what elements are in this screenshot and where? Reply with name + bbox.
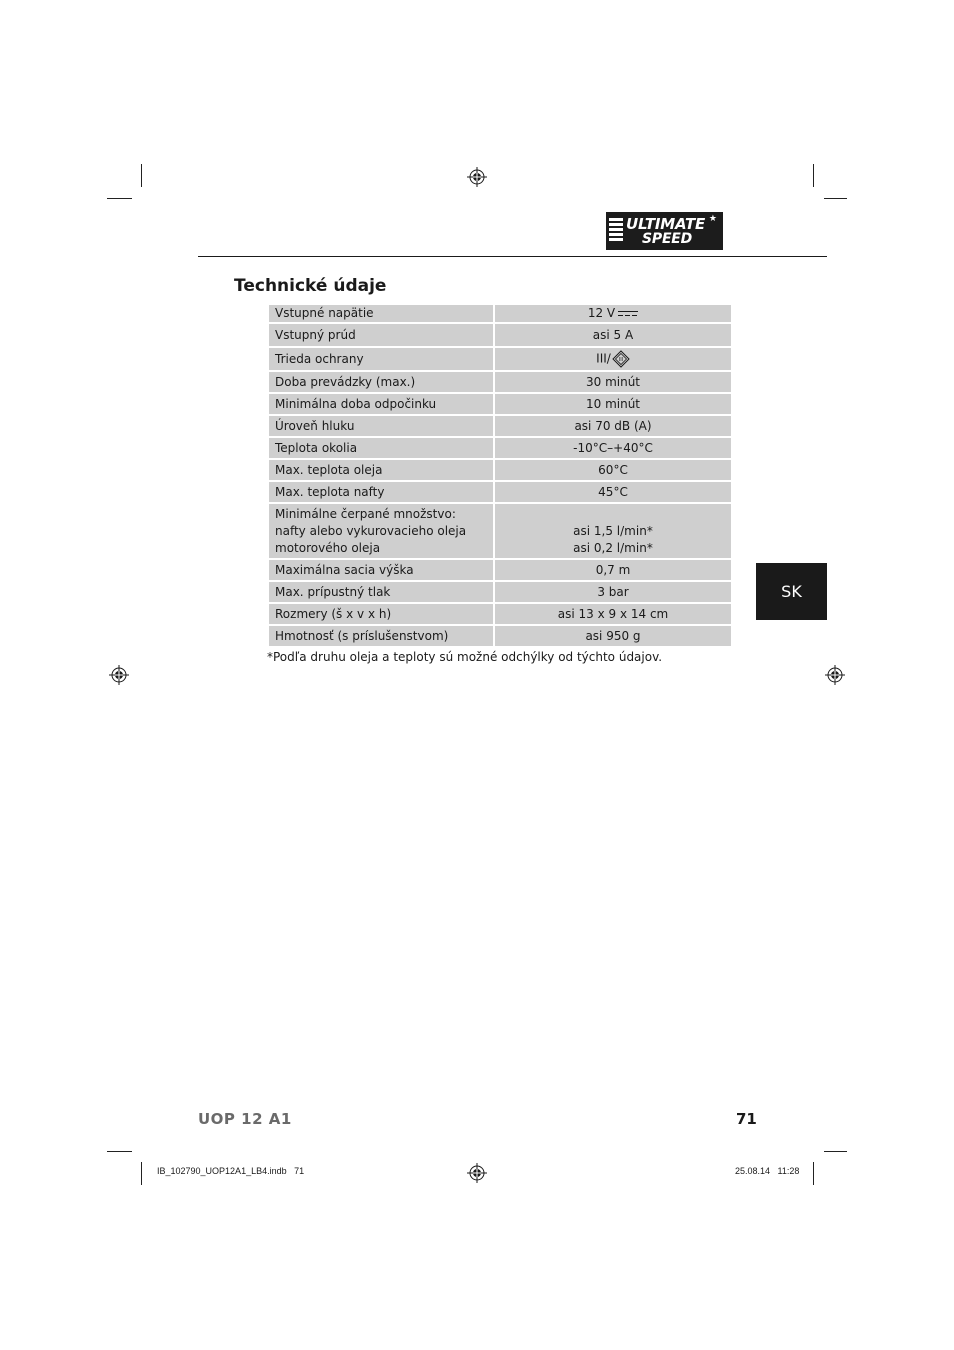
- spec-value-text: III/: [596, 351, 611, 366]
- spec-label: Teplota okolia: [268, 437, 494, 459]
- spec-label: Maximálna sacia výška: [268, 559, 494, 581]
- logo-line1: ULTIMATE: [626, 215, 706, 233]
- crop-mark-bottom-left-vertical: [141, 1162, 142, 1185]
- spec-row: [268, 559, 732, 581]
- model-name: UOP 12 A1: [198, 1110, 292, 1128]
- page-number: 71: [736, 1110, 757, 1128]
- spec-value: [494, 625, 732, 647]
- spec-row: [268, 393, 732, 415]
- registration-mark-icon: [467, 1163, 487, 1183]
- crop-mark-top-right-vertical: [813, 164, 814, 187]
- spec-label: Rozmery (š x v x h): [268, 603, 494, 625]
- footnote: *Podľa druhu oleja a teploty sú možné odchýlky od týchto údajov.: [267, 650, 663, 664]
- spec-value-text: 12 V: [587, 306, 616, 320]
- spec-value: [494, 347, 732, 371]
- header-rule: [198, 256, 827, 257]
- language-tab: SK: [756, 563, 827, 620]
- spec-value: [494, 415, 732, 437]
- crop-mark-bottom-right-vertical: [813, 1162, 814, 1185]
- spec-value-text: asi 950 g: [585, 628, 641, 643]
- ultimate-speed-logo: [606, 212, 723, 250]
- logo-line2: SPEED: [642, 231, 693, 247]
- spec-table: [267, 303, 733, 648]
- spec-label: Max. teplota nafty: [268, 481, 494, 503]
- spec-row: [268, 481, 732, 503]
- spec-row: [268, 347, 732, 371]
- registration-mark-icon: [109, 665, 129, 685]
- crop-mark-bottom-right-horizontal: [824, 1151, 847, 1152]
- spec-value-text: asi 5 A: [592, 327, 634, 342]
- crop-mark-top-left-horizontal: [107, 198, 132, 199]
- spec-value-text: asi 70 dB (A): [574, 418, 652, 433]
- spec-value-text: 30 minút: [585, 374, 641, 389]
- spec-value-text: 3 bar: [597, 584, 629, 599]
- dc-current-icon: [618, 310, 638, 318]
- crop-mark-top-left-vertical: [141, 164, 142, 187]
- spec-row: [268, 503, 732, 559]
- spec-label: Max. prípustný tlak: [268, 581, 494, 603]
- spec-value: [494, 503, 732, 559]
- page-title: Technické údaje: [234, 276, 387, 296]
- spec-value-text: -10°C–+40°C: [573, 440, 653, 455]
- spec-value-text: 0,7 m: [595, 562, 631, 577]
- spec-row: [268, 323, 732, 347]
- spec-value: [494, 459, 732, 481]
- spec-row: [268, 304, 732, 323]
- spec-label: Minimálna doba odpočinku: [268, 393, 494, 415]
- spec-value: [494, 581, 732, 603]
- logo-stripes-icon: [609, 218, 623, 244]
- spec-value-text: 10 minút: [585, 396, 641, 411]
- spec-value: [494, 393, 732, 415]
- spec-label: Hmotnosť (s príslušenstvom): [268, 625, 494, 647]
- spec-label: Úroveň hluku: [268, 415, 494, 437]
- spec-value-text: asi 1,5 l/min* asi 0,2 l/min*: [573, 523, 653, 555]
- print-slug-file: IB_102790_UOP12A1_LB4.indb 71: [157, 1166, 305, 1176]
- logo-star-icon: ★: [708, 214, 717, 224]
- spec-row: [268, 415, 732, 437]
- spec-value: [494, 371, 732, 393]
- spec-value: [494, 481, 732, 503]
- spec-row: [268, 371, 732, 393]
- registration-mark-icon: [825, 665, 845, 685]
- crop-mark-top-right-horizontal: [824, 198, 847, 199]
- spec-value: [494, 603, 732, 625]
- spec-value: [494, 323, 732, 347]
- spec-label: Vstupné napätie: [268, 304, 494, 323]
- crop-mark-bottom-left-horizontal: [107, 1151, 132, 1152]
- spec-row: [268, 459, 732, 481]
- spec-label: Trieda ochrany: [268, 347, 494, 371]
- protection-class-iii-icon: [612, 350, 630, 368]
- spec-row: [268, 625, 732, 647]
- spec-row: [268, 437, 732, 459]
- spec-label: Vstupný prúd: [268, 323, 494, 347]
- spec-label: Minimálne čerpané množstvo: nafty alebo vykurovacieho oleja motorového oleja: [268, 503, 494, 559]
- spec-value: [494, 304, 732, 323]
- spec-value-text: 45°C: [598, 484, 628, 499]
- registration-mark-icon: [467, 167, 487, 187]
- spec-value: [494, 437, 732, 459]
- spec-value-text: asi 13 x 9 x 14 cm: [557, 606, 669, 621]
- print-slug-date: 25.08.14 11:28: [735, 1166, 800, 1176]
- protection-class-label: III: [618, 357, 624, 363]
- spec-value: [494, 559, 732, 581]
- spec-value-text: 60°C: [598, 462, 628, 477]
- spec-label: Doba prevádzky (max.): [268, 371, 494, 393]
- spec-row: [268, 603, 732, 625]
- spec-label: Max. teplota oleja: [268, 459, 494, 481]
- spec-row: [268, 581, 732, 603]
